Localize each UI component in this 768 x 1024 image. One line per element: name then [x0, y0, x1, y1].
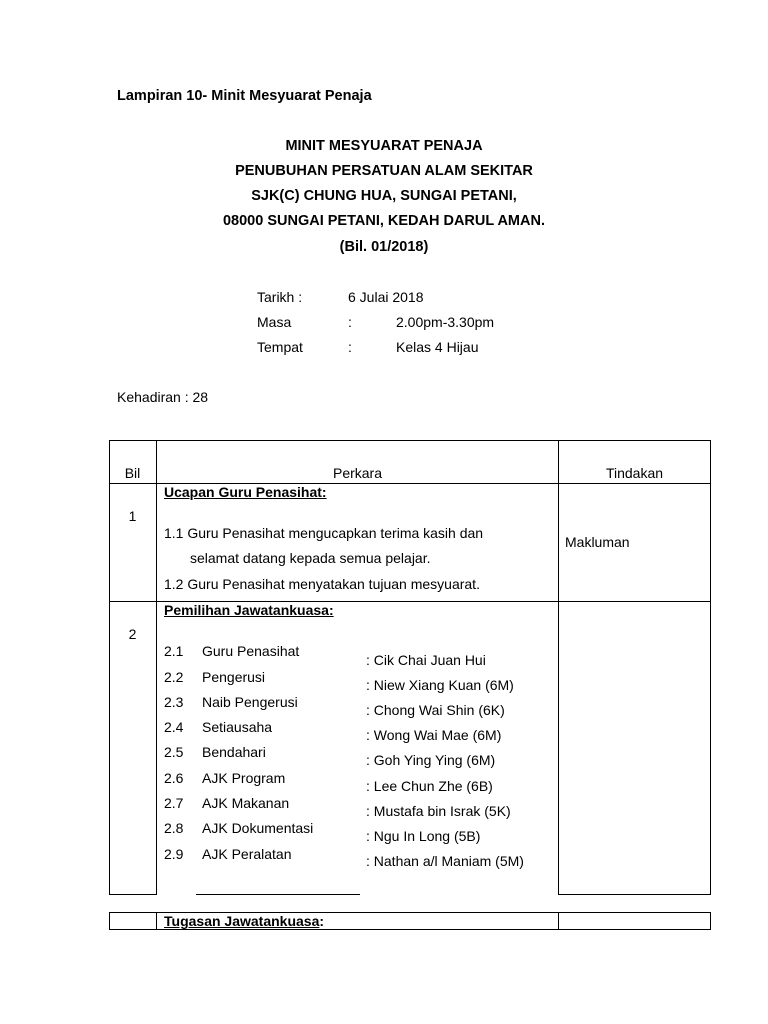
committee-role: Naib Pengerusi [202, 694, 298, 710]
tempat-colon: : [348, 339, 352, 355]
committee-num: 2.8 [164, 820, 184, 836]
committee-name: : Lee Chun Zhe (6B) [366, 778, 493, 794]
committee-name: : Nathan a/l Maniam (5M) [366, 853, 524, 869]
heading-line-3: SJK(C) CHUNG HUA, SUNGAI PETANI, [251, 188, 517, 204]
table-border-top [109, 440, 711, 441]
row3-title-colon: : [319, 913, 325, 929]
row1-tindakan: Makluman [565, 534, 630, 550]
tarikh-value: 6 Julai 2018 [348, 289, 424, 305]
header-perkara: Perkara [332, 465, 383, 481]
kehadiran: Kehadiran : 28 [117, 389, 209, 405]
committee-role: Setiausaha [202, 719, 273, 735]
committee-role: Pengerusi [202, 669, 266, 685]
row1-line3: 1.2 Guru Penasihat menyatakan tujuan mesyuarat. [164, 576, 480, 592]
committee-num: 2.9 [164, 846, 184, 862]
masa-value: 2.00pm-3.30pm [396, 314, 495, 330]
committee-name: : Cik Chai Juan Hui [366, 652, 486, 668]
row2-bil: 2 [128, 626, 137, 642]
table-col-divider-2 [558, 440, 559, 895]
header-bil: Bil [124, 465, 141, 481]
committee-num: 2.4 [164, 719, 184, 735]
committee-num: 2.1 [164, 643, 184, 659]
heading-line-5: (Bil. 01/2018) [339, 239, 429, 255]
heading-line-1: MINIT MESYUARAT PENAJA [285, 138, 483, 154]
committee-role: AJK Peralatan [202, 846, 292, 862]
committee-name: : Goh Ying Ying (6M) [366, 752, 496, 768]
tempat-value: Kelas 4 Hijau [396, 339, 479, 355]
table-col-divider-1 [156, 440, 157, 895]
table-border-bottom-left [109, 894, 157, 895]
row3-title [164, 913, 324, 929]
committee-num: 2.5 [164, 744, 184, 760]
committee-num: 2.7 [164, 795, 184, 811]
committee-role: Guru Penasihat [202, 643, 300, 659]
committee-name: : Wong Wai Mae (6M) [366, 727, 502, 743]
heading-line-2: PENUBUHAN PERSATUAN ALAM SEKITAR [235, 163, 533, 179]
row1-bil: 1 [128, 508, 137, 524]
committee-role: AJK Dokumentasi [202, 820, 314, 836]
committee-role: AJK Makanan [202, 795, 290, 811]
committee-name: : Mustafa bin Israk (5K) [366, 803, 511, 819]
committee-num: 2.2 [164, 669, 184, 685]
committee-name: : Niew Xiang Kuan (6M) [366, 677, 514, 693]
committee-role: AJK Program [202, 770, 286, 786]
table2-border-bottom [109, 929, 711, 930]
committee-num: 2.3 [164, 694, 184, 710]
masa-colon: : [348, 314, 352, 330]
row1-line1: 1.1 Guru Penasihat mengucapkan terima kasih dan [164, 525, 484, 541]
row3-title-main: Tugasan Jawatankuasa [164, 913, 320, 929]
row2-title: Pemilihan Jawatankuasa: [164, 602, 334, 618]
committee-num: 2.6 [164, 770, 184, 786]
table2-col-divider-2 [558, 912, 559, 930]
table2-col-divider-1 [156, 912, 157, 930]
tarikh-label: Tarikh : [257, 289, 303, 305]
row1-line2: selamat datang kepada semua pelajar. [190, 550, 431, 566]
row1-title: Ucapan Guru Penasihat: [164, 484, 327, 500]
committee-name: : Ngu In Long (5B) [366, 828, 481, 844]
masa-label: Masa [257, 314, 292, 330]
table-border-bottom-right [558, 894, 711, 895]
heading-line-4: 08000 SUNGAI PETANI, KEDAH DARUL AMAN. [222, 213, 545, 229]
table2-border-right [710, 912, 711, 930]
table-border-right [710, 440, 711, 895]
table2-border-left [109, 912, 110, 930]
committee-role: Bendahari [202, 744, 266, 760]
committee-name: : Chong Wai Shin (6K) [366, 702, 505, 718]
tempat-label: Tempat [257, 339, 303, 355]
lampiran-title: Lampiran 10- Minit Mesyuarat Penaja [117, 88, 372, 104]
header-tindakan: Tindakan [605, 465, 664, 481]
table-partial-underline [196, 894, 360, 895]
